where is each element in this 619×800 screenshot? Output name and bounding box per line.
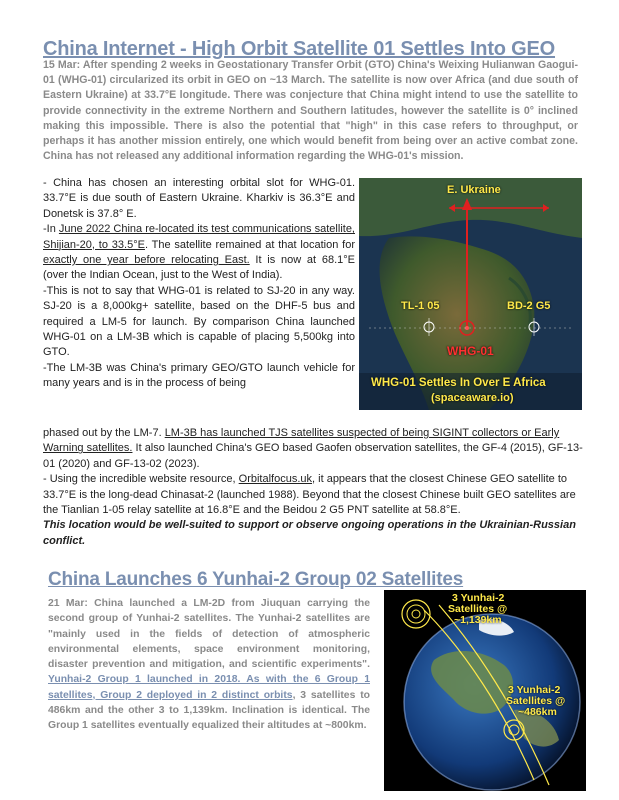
link-one-year-relocating[interactable]: exactly one year before relocating East. xyxy=(43,254,250,267)
left-column-text xyxy=(43,176,355,392)
yunhai-text: 21 Mar: China launched a LM-2D from Jiuquan carrying the second group of Yunhai-2 satellites. The Yunhai-2 satellites are "mainly used in the fields of detection of atmospheric environmental elements, space environment monitoring, disaster prevention and mitigation, and scientific experiments". Yunhai-2 Group 1 launched in 2018. As with the 6 Group 1 satellites, Group 2 deployed in 2 distinct orbits, 3 satellites to 486km and the other 3 to 1,139km. Inclination is identical. The Group 1 satellites eventually equalized their altitudes at ~800km. xyxy=(48,598,371,732)
map-label-whg01: WHG-01 xyxy=(447,344,494,358)
paragraph-orbitalfocus: - Using the incredible website resource, Orbitalfocus.uk, it appears that the closest Chinese GEO satellite to 33.7°E is the long-dead Chinasat-2 (launched 1988). Beyond that the closest Chinese built GEO satellites are the Tianlian 1-05 relay satellite at 16.8°E and the Beidou 2 G5 PNT satellite at 58.8°E. xyxy=(43,473,576,517)
globe-label-upper-1: 3 Yunhai-2 xyxy=(452,592,505,604)
globe-label-upper-3: ~1,139km xyxy=(454,614,502,626)
map-label-tl1-05: TL-1 05 xyxy=(401,300,440,312)
map-label-bd2-g5: BD-2 G5 xyxy=(507,300,551,312)
link-sj20-relocation[interactable]: June 2022 China re-located its test communications satellite, Shijian-20, to 33.5°E xyxy=(43,223,355,251)
globe-label-lower-3: ~486km xyxy=(518,706,557,718)
article-title-whg01: China Internet - High Orbit Satellite 01 Settles Into GEO xyxy=(43,38,556,60)
globe-label-lower-2: Satellites @ xyxy=(506,695,566,707)
paragraph-lm3b-continued: phased out by the LM-7. LM-3B has launched TJS satellites suspected of being SIGINT collectors or Early Warning satellites. It also launched China's GEO based Gaofen observation satellites, the GF-4 (2015), GF-13-01 (2020) and GF-13-02 (2023). xyxy=(43,427,583,470)
paragraph-orbital-slot: - China has chosen an interesting orbital slot for WHG-01. 33.7°E is due south of Eastern Ukraine. Kharkiv is 36.3°E and Donetsk is 37.8° E. xyxy=(43,177,355,220)
paragraph-sj20-comparison: -This is not to say that WHG-01 is related to SJ-20 in any way. SJ-20 is a 8,000kg+ satellite, based on the DHF-5 bus and required a LM-5 for launch. By comparison China launched WHG-01 on a LM-3B which is capable of placing 5,500kg into GTO. xyxy=(43,284,355,359)
map-label-e-ukraine: E. Ukraine xyxy=(447,184,501,196)
paragraph-sj20: -In June 2022 China re-located its test communications satellite, Shijian-20, to 33.5°E. The satellite remained at that location for exactly one year before relocating East. It is now at 68.1°E (over the Indian Ocean, just to the West of India). xyxy=(43,223,355,282)
link-yunhai-group1[interactable]: Yunhai-2 Group 1 launched in 2018. As with the 6 Group 1 satellites, Group 2 deployed in 2 distinct orbits xyxy=(48,674,370,701)
link-tjs-satellites[interactable]: LM-3B has launched TJS satellites suspected of being SIGINT collectors or Early Warning satellites. xyxy=(43,427,560,455)
link-orbitalfocus[interactable]: Orbitalfocus.uk xyxy=(238,473,313,486)
globe-label-lower-1: 3 Yunhai-2 xyxy=(508,684,561,696)
article-title-yunhai: China Launches 6 Yunhai-2 Group 02 Satellites xyxy=(48,569,464,590)
map-graphic xyxy=(359,178,582,410)
globe-label-upper-2: Satellites @ xyxy=(448,603,508,615)
article-intro: 15 Mar: After spending 2 weeks in Geostationary Transfer Orbit (GTO) China's Weixing Hulianwan Gaogui-01 (WHG-01) circularized its orbit in GEO on ~13 March. The satellite is now over Africa (and due south of Eastern Ukraine) at 33.7°E longitude. There was conjecture that China might intend to use the satellite to provide connectivity in the extreme Northern and Southern latitudes, however the satellite is 0° inclined making this impossible. There is also the potential that "high" in this case refers to throughput, or perhaps it has another mission entirely, one which would benefit from being over an active combat zone. China has not released any additional information regarding the WHG-01's mission. xyxy=(43,59,578,163)
whg01-map-image xyxy=(359,178,582,410)
paragraph-conclusion: This location would be well-suited to support or observe ongoing operations in the Ukrainian-Russian conflict. xyxy=(43,519,576,547)
paragraph-lm3b: -The LM-3B was China's primary GEO/GTO launch vehicle for many years and is in the process of being xyxy=(43,361,355,390)
map-caption-line2: (spaceaware.io) xyxy=(431,392,514,404)
full-width-text xyxy=(43,426,585,549)
map-caption-line1: WHG-01 Settles In Over E Africa xyxy=(371,377,546,389)
yunhai-globe-image xyxy=(384,590,586,791)
